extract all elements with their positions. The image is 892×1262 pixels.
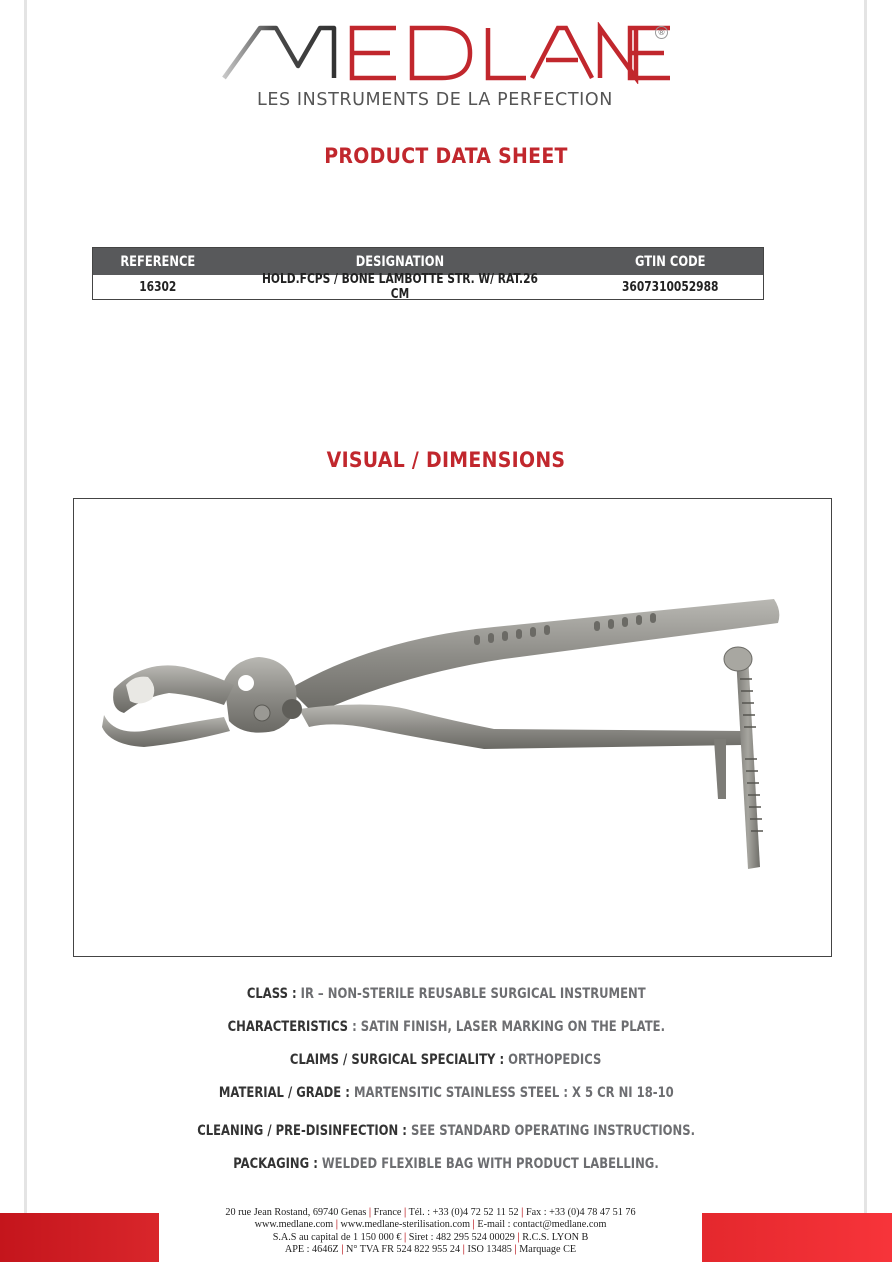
email-link[interactable]: E-mail : contact@medlane.com: [477, 1219, 607, 1231]
medlane-logo: [220, 22, 672, 84]
footer-line-registration: APE : 4646Z | N° TVA FR 524 822 955 24 | ISO 13485 | Marquage CE: [284, 1244, 577, 1256]
spec-characteristics: CHARACTERISTICS : SATIN FINISH, LASER MARKING ON THE PLATE.: [227, 1019, 665, 1035]
table-row: [93, 272, 763, 302]
header-reference: REFERENCE: [120, 253, 196, 270]
tagline: LES INSTRUMENTS DE LA PERFECTION: [257, 90, 613, 110]
footer-line-web: www.medlane.com | www.medlane-sterilisation.com | E-mail : contact@medlane.com: [254, 1219, 607, 1231]
table-header-row: [93, 248, 763, 275]
spec-claims: CLAIMS / SURGICAL SPECIALITY : ORTHOPEDICS: [290, 1052, 602, 1068]
designation-value: HOLD.FCPS / BONE LAMBOTTE STR. W/ RAT.26 CM: [261, 272, 538, 302]
footer-line-company: S.A.S au capital de 1 150 000 € | Siret : 482 295 524 00029 | R.C.S. LYON B: [272, 1231, 589, 1243]
product-visual-frame: [73, 498, 832, 957]
sterilisation-website-link[interactable]: www.medlane-sterilisation.com: [340, 1219, 470, 1231]
footer-contact-info: [159, 1207, 702, 1257]
gtin-code-value: 3607310052988: [621, 279, 718, 295]
registered-mark: ®: [655, 26, 668, 39]
header-designation: DESIGNATION: [355, 253, 444, 270]
spec-cleaning: CLEANING / PRE-DISINFECTION : SEE STANDARD OPERATING INSTRUCTIONS.: [197, 1123, 695, 1139]
spec-packaging: PACKAGING : WELDED FLEXIBLE BAG WITH PRODUCT LABELLING.: [233, 1156, 659, 1172]
left-frame-line: [24, 0, 27, 1262]
spec-material: MATERIAL / GRADE : MARTENSITIC STAINLESS STEEL : X 5 CR NI 18-10: [218, 1085, 674, 1101]
header-gtin-code: GTIN CODE: [634, 253, 706, 270]
right-frame-line: [864, 0, 867, 1262]
product-data-sheet-title: PRODUCT DATA SHEET: [324, 144, 568, 168]
website-link[interactable]: www.medlane.com: [254, 1219, 334, 1231]
footer-red-bar-right: [702, 1213, 892, 1262]
reference-value: 16302: [139, 279, 177, 295]
footer-line-address: 20 rue Jean Rostand, 69740 Genas | France | Tél. : +33 (0)4 72 52 11 52 | Fax : +33 (0)4 78 47 51 76: [225, 1207, 636, 1218]
reference-table: [92, 247, 764, 300]
spec-class: CLASS : IR – NON-STERILE REUSABLE SURGICAL INSTRUMENT: [246, 986, 646, 1002]
visual-dimensions-title: VISUAL / DIMENSIONS: [326, 448, 566, 472]
footer-red-bar-left: [0, 1213, 159, 1262]
bone-holding-forceps-image: [74, 499, 830, 955]
